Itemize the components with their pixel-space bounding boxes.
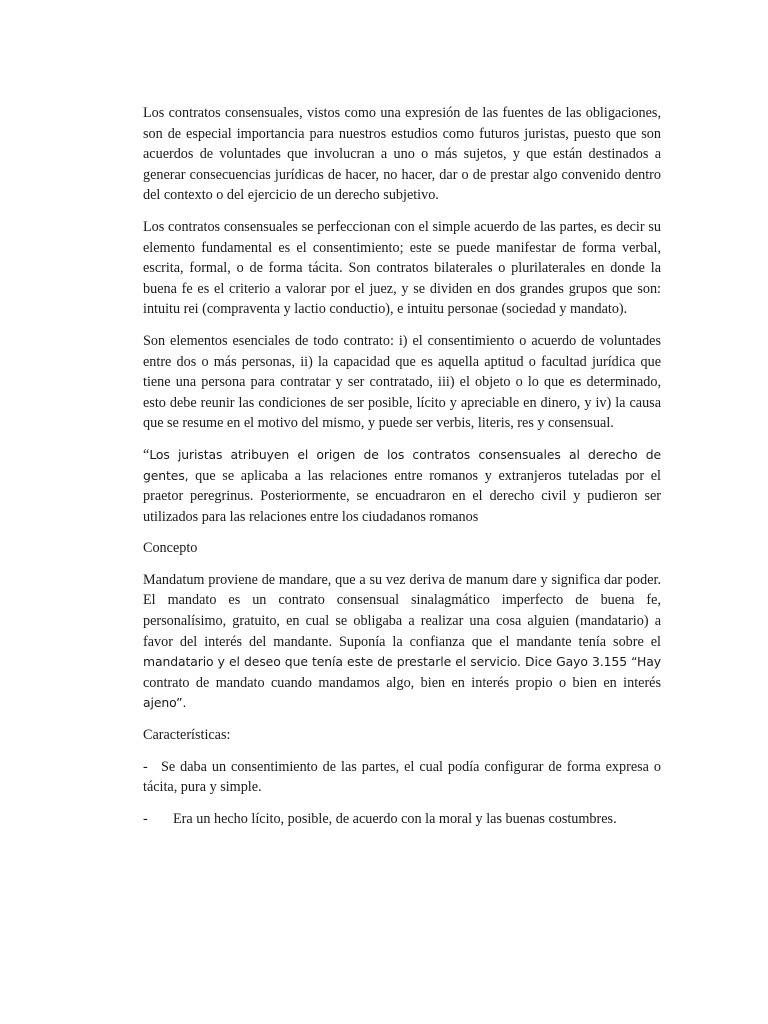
bullet-item	[143, 757, 661, 798]
document-page	[143, 103, 661, 840]
paragraph-perfeccion: Los contratos consensuales se perfeccionan con el simple acuerdo de las partes, es decir su elemento fundamental es el consentimiento; este se puede manifestar de forma verbal, escrita, formal, o de forma tácita. Son contratos bilaterales o plurilaterales en donde la buena fe es el criterio a valorar por el juez, y se dividen en dos grandes grupos que son: intuitu rei (compraventa y lactio conductio), e intuitu personae (sociedad y mandato).	[143, 218, 661, 318]
mandatum-text: Mandatum proviene de mandare, que a su vez deriva de manum dare y significa dar poder. El mandato es un contrato consensual sinalagmático imperfecto de buena fe, personalísimo, gratuito, en cual se obligaba a realizar una cosa alguien (mandatario) a favor del interés del mandante. Suponía la confianza que el mandante tenía sobre el	[143, 571, 661, 650]
paragraph-origen	[143, 445, 661, 527]
paragraph-elementos: Son elementos esenciales de todo contrato: i) el consentimiento o acuerdo de voluntades entre dos o más personas, ii) la capacidad que es aquella aptitud o facultad jurídica que tiene una persona para contratar y ser contratado, iii) el objeto o lo que es determinado, esto debe reunir las condiciones de ser posible, lícito y apreciable en dinero, y iv) la causa que se resume en el motivo del mismo, y puede ser verbis, literis, res y consensual.	[143, 332, 661, 432]
bullet-dash: -	[143, 810, 148, 827]
quote-text-rest: que se aplicaba a las relaciones entre romanos y extranjeros tuteladas por el praetor peregrinus. Posteriormente, se encuadraron en el derecho civil y pudieron ser utilizados para las relaciones entre los ciudadanos romanos	[143, 467, 661, 525]
paragraph-intro: Los contratos consensuales, vistos como una expresión de las fuentes de las obligaciones, son de especial importancia para nuestros estudios como futuros juristas, puesto que son acuerdos de voluntades que involucran a uno o más sujetos, y que están destinados a generar consecuencias jurídicas de hacer, no hacer, dar o de prestar algo convenido dentro del contexto o del ejercicio de un derecho subjetivo.	[143, 105, 661, 204]
heading-caracteristicas: Características:	[143, 727, 231, 744]
quote-text-alt-font: Los juristas atribuyen el origen de los contratos consensuales al derecho de gentes,	[143, 446, 661, 483]
paragraph-mandatum	[143, 570, 661, 714]
mandatum-text-alt-font-end: ajeno”.	[143, 695, 187, 711]
bullet-dash: -	[143, 758, 148, 775]
quote-mark: “	[143, 446, 150, 463]
bullet-text: Se daba un consentimiento de las partes, el cual podía configurar de forma expresa o tácita, pura y simple.	[143, 758, 661, 796]
bullet-text: Era un hecho lícito, posible, de acuerdo con la moral y las buenas costumbres.	[173, 810, 617, 827]
bullet-item	[143, 809, 661, 830]
mandatum-text-rest: contrato de mandato cuando mandamos algo, bien en interés propio o bien en interés	[143, 674, 661, 691]
mandatum-text-alt-font: mandatario y el deseo que tenía este de prestarle el servicio. Dice Gayo 3.155 “Hay	[143, 654, 661, 670]
heading-concepto: Concepto	[143, 540, 198, 557]
